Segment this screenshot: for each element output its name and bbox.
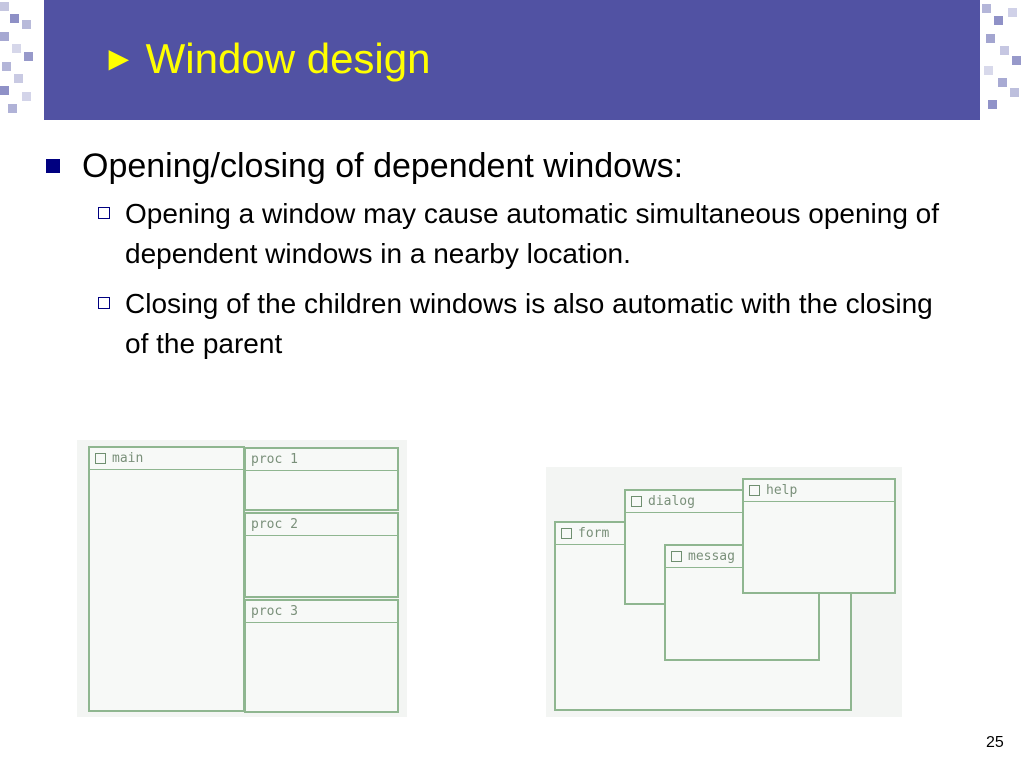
window-titlebar: [246, 601, 397, 623]
window-main: [88, 446, 245, 712]
window-titlebar: [90, 448, 243, 470]
figure-overlapping-windows: [546, 467, 902, 717]
sub-bullet-2: [98, 284, 958, 364]
window-titlebar: [744, 480, 894, 502]
hollow-square-bullet-icon: [98, 207, 110, 219]
title-band: [44, 0, 980, 120]
window-label-proc-3: proc 3: [251, 604, 298, 619]
window-label-proc-2: proc 2: [251, 517, 298, 532]
bullet-list: [46, 144, 996, 374]
window-box-icon: [671, 551, 682, 562]
hollow-square-bullet-icon: [98, 297, 110, 309]
window-label-form: form: [578, 526, 610, 541]
bullet-main: [46, 144, 996, 188]
window-box-icon: [631, 496, 642, 507]
window-box-icon: [95, 453, 106, 464]
decorative-pixel-pattern-left: [0, 0, 44, 120]
figure-tiled-windows: [77, 440, 407, 717]
sub-bullet-1: [98, 194, 958, 274]
window-proc-1: [244, 447, 399, 511]
window-proc-3: [244, 599, 399, 713]
page-number: 25: [986, 734, 1004, 751]
window-label-main: main: [112, 451, 144, 466]
sub-bullet-2-text: Closing of the children windows is also automatic with the closing of the parent: [125, 288, 933, 359]
bullet-main-text: Opening/closing of dependent windows:: [82, 147, 684, 185]
window-label-message: messag: [688, 549, 735, 564]
window-titlebar: [246, 449, 397, 471]
window-help: [742, 478, 896, 594]
window-label-dialog: dialog: [648, 494, 695, 509]
square-bullet-icon: [46, 159, 60, 173]
window-label-proc-1: proc 1: [251, 452, 298, 467]
title-arrow-icon: ►: [102, 40, 136, 78]
slide-title: [102, 36, 430, 82]
slide-title-text: Window design: [145, 35, 431, 82]
decorative-pixel-pattern-right: [980, 0, 1024, 120]
window-titlebar: [246, 514, 397, 536]
window-box-icon: [749, 485, 760, 496]
sub-bullet-1-text: Opening a window may cause automatic simultaneous opening of dependent windows in a nearby location.: [125, 198, 940, 269]
window-proc-2: [244, 512, 399, 598]
window-box-icon: [561, 528, 572, 539]
window-label-help: help: [766, 483, 798, 498]
